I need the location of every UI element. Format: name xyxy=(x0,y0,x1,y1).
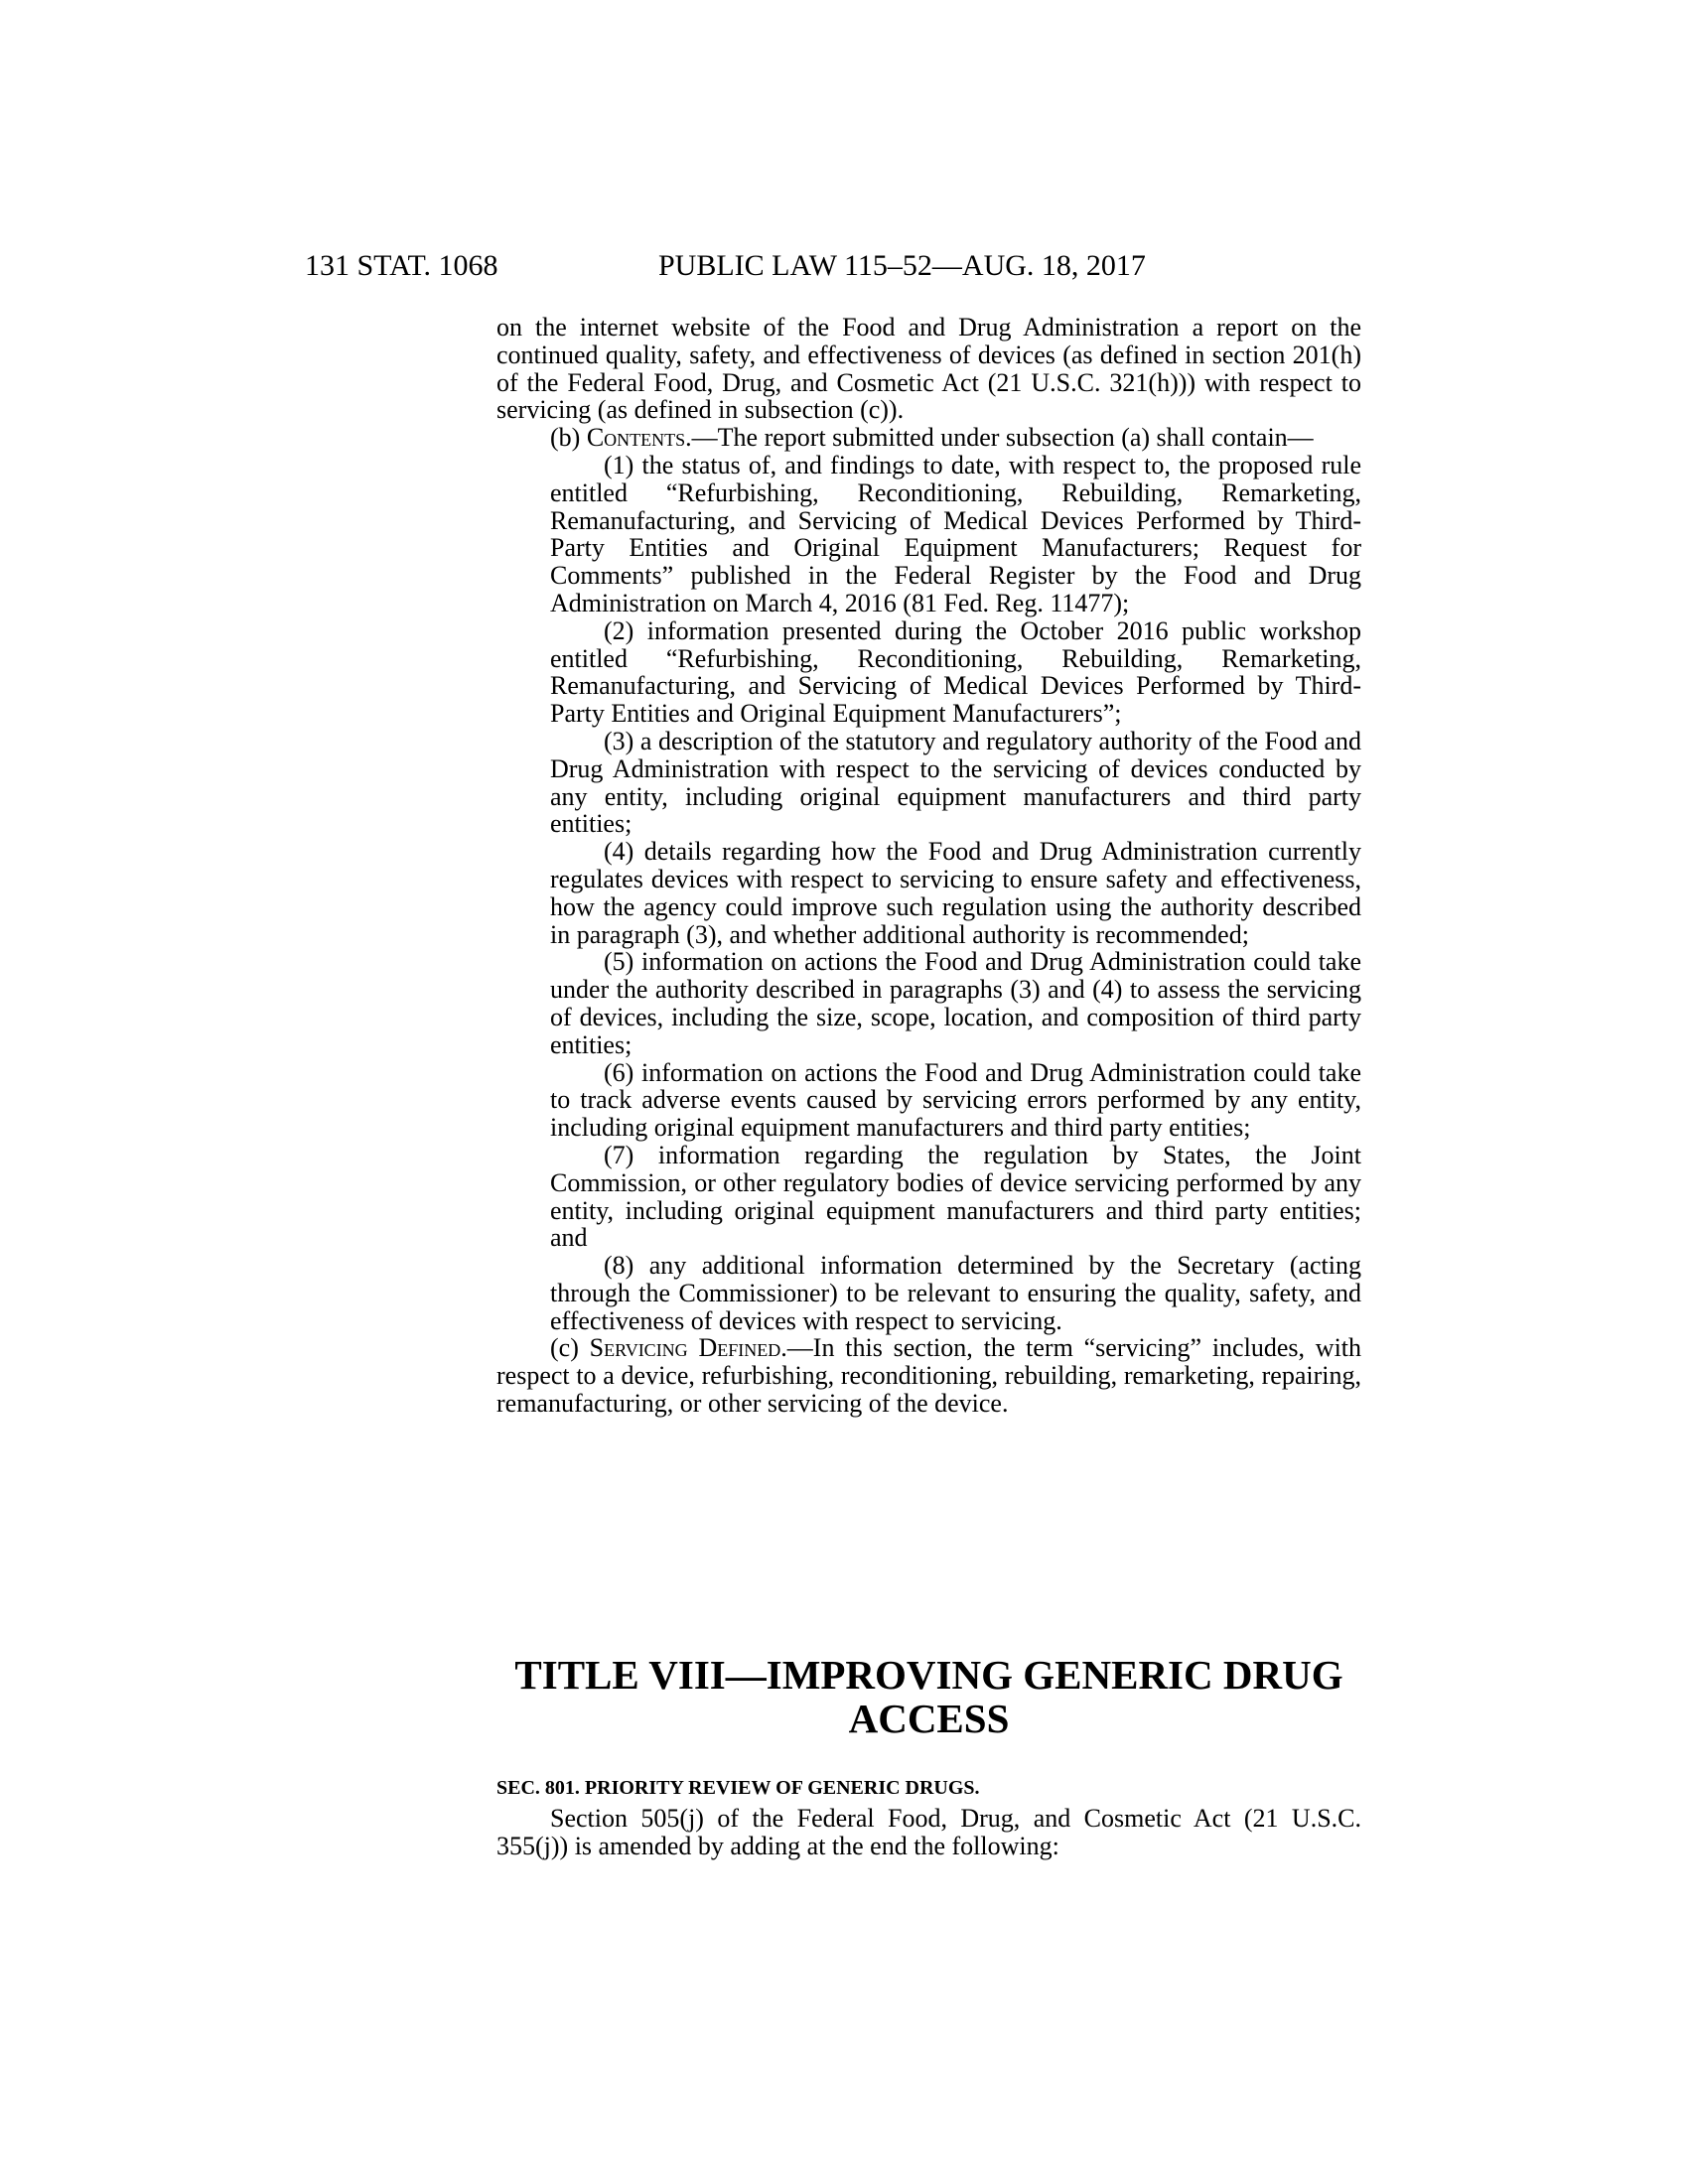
paragraph-2: (2) information presented during the October 2016 public workshop entitled “Refurbishing, Reconditioning, Rebuilding, Remarketing, Remanufacturing, and Servicing of Medical Devices Performed by Third-Party Entities and Original Equipment Manufacturers”; xyxy=(550,615,1361,729)
subsection-c-caption: Servicing Defined. xyxy=(589,1333,787,1363)
paragraph-1: (1) the status of, and findings to date, with respect to, the proposed rule entitled “Refurbishing, Reconditioning, Rebuilding, Remarketing, Remanufacturing, and Servicing of Medical Devices Performed by Third-Party Entities and Original Equipment Manufacturers; Request for Comments” published in the Federal Register by the Food and Drug Administration on March 4, 2016 (81 Fed. Reg. 11477); xyxy=(550,450,1361,617)
body-text xyxy=(496,314,1361,1418)
paragraph-3: (3) a description of the statutory and regulatory authority of the Food and Drug Administration with respect to the servicing of devices conducted by any entity, including original equipment manufacturers and third party entities; xyxy=(550,726,1361,839)
paragraph-5: (5) information on actions the Food and Drug Administration could take under the authority described in paragraphs (3) and (4) to assess the servicing of devices, including the size, scope, location, and composition of third party entities; xyxy=(550,947,1361,1059)
section-heading: SEC. 801. PRIORITY REVIEW OF GENERIC DRUGS. xyxy=(496,1777,980,1799)
subsection-c-label: (c) xyxy=(550,1333,590,1363)
title-line-2: ACCESS xyxy=(848,1696,1010,1741)
title-heading xyxy=(496,1653,1361,1740)
subsection-b xyxy=(496,424,1361,452)
title-line-1: TITLE VIII—IMPROVING GENERIC DRUG xyxy=(514,1652,1343,1698)
section-body: Section 505(j) of the Federal Food, Drug, and Cosmetic Act (21 U.S.C. 355(j)) is amended by adding at the end the following: xyxy=(496,1804,1361,1860)
paragraph-6: (6) information on actions the Food and Drug Administration could take to track adverse events caused by servicing errors performed by any entity, including original equipment manufacturers and third party entities; xyxy=(550,1057,1361,1143)
subsection-b-label: (b) xyxy=(550,423,587,453)
intro-paragraph: on the internet website of the Food and Drug Administration a report on the continued quality, safety, and effectiveness of devices (as defined in section 201(h) of the Federal Food, Drug, and Cosmetic Act (21 U.S.C. 321(h))) with respect to servicing (as defined in subsection (c)). xyxy=(496,313,1361,425)
subsection-c-text: —In this section, the term “servicing” includes, with respect to a device, refurbishing, reconditioning, rebuilding, remarketing, repairing, remanufacturing, or other servicing of the device. xyxy=(496,1333,1362,1419)
subsection-c xyxy=(496,1334,1361,1417)
public-law-citation: PUBLIC LAW 115–52—AUG. 18, 2017 xyxy=(658,249,1146,282)
paragraph-7: (7) information regarding the regulation by States, the Joint Commission, or other regulatory bodies of device servicing performed by any entity, including original equipment manufacturers and third party entities; and xyxy=(550,1140,1361,1253)
subsection-b-text: —The report submitted under subsection (a) shall contain— xyxy=(691,423,1314,453)
paragraph-4: (4) details regarding how the Food and Drug Administration currently regulates devices with respect to servicing to ensure safety and effectiveness, how the agency could improve such regulation using the authority described in paragraph (3), and whether additional authority is recommended; xyxy=(550,837,1361,949)
page-header xyxy=(305,246,1361,286)
subsection-b-caption: Contents. xyxy=(586,423,692,453)
paragraph-8: (8) any additional information determined by the Secretary (acting through the Commissioner) to be relevant to ensuring the quality, safety, and effectiveness of devices with respect to servicing. xyxy=(550,1251,1361,1335)
statute-page-number: 131 STAT. 1068 xyxy=(305,249,498,282)
